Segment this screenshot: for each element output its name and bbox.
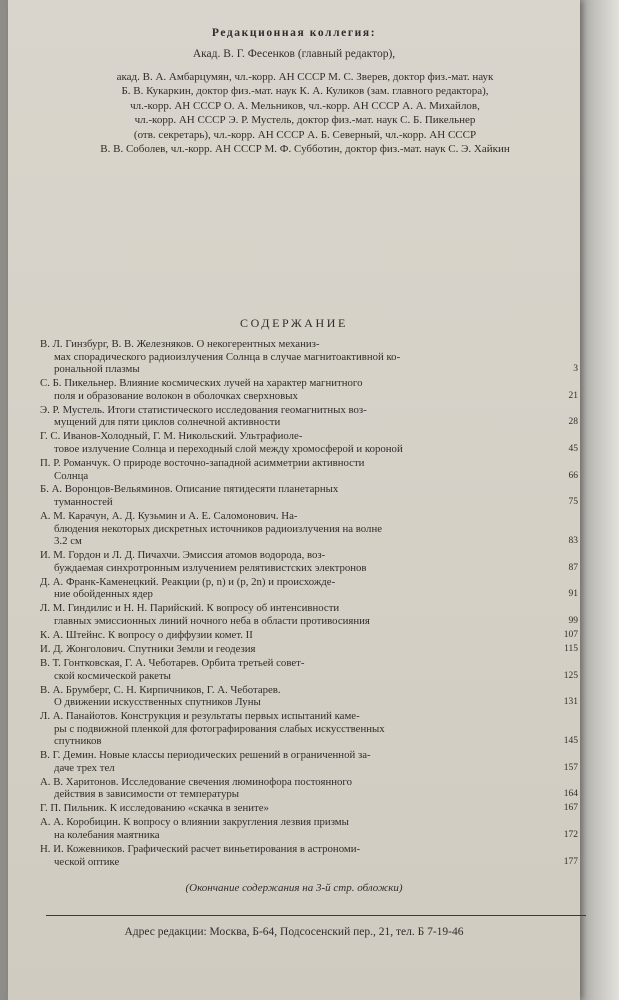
toc-entry-line: Б. А. Воронцов-Вельяминов. Описание пятидесяти планетарных [40, 483, 339, 496]
toc-page-number: 45 [568, 443, 578, 454]
toc-entry [40, 710, 578, 748]
toc-entry [40, 684, 578, 709]
toc-entry-text [40, 749, 560, 774]
toc-entry [40, 629, 578, 642]
toc-entry [40, 576, 578, 601]
toc-entry-line: мах спорадического радиоизлучения Солнца в случае магнитоактивной ко- [54, 350, 401, 363]
toc-entry-text [40, 816, 560, 841]
contents-continuation-note: (Окончание содержания на 3-й стр. обложки) [185, 882, 403, 894]
toc-entry-line: товое излучение Солнца и переходный слой между хромосферой и короной [54, 442, 403, 455]
toc-entry-text [40, 457, 560, 482]
toc-entry [40, 602, 578, 627]
toc-entry-line: В. Г. Демин. Новые классы периодических решений в ограниченной за- [40, 749, 371, 762]
toc-entry-line: действия в зависимости от температуры [54, 788, 240, 801]
toc-page-number: 157 [563, 762, 578, 773]
toc-entry-line: Л. А. Панайотов. Конструкция и результаты первых испытаний каме- [40, 710, 360, 723]
toc-entry-line: Л. М. Гиндилис и Н. Н. Парийский. К вопросу об интенсивности [40, 602, 340, 615]
toc-entry-text [40, 549, 560, 574]
toc-entry-line: В. А. Брумберг, С. Н. Кирпичников, Г. А. Чеботарев. [40, 683, 281, 696]
toc-entry [40, 816, 578, 841]
toc-entry-text [40, 510, 560, 548]
toc-entry-text [40, 843, 560, 868]
toc-entry-line: буждаемая синхротронным излучением релятивистских электронов [54, 561, 367, 574]
toc-page-number: 167 [563, 803, 578, 814]
toc-entry-line: поля и образование волокон в оболочках сверхновых [54, 389, 298, 402]
toc-entry [40, 643, 578, 656]
toc-entry-line: мущений для пяти циклов солнечной активности [54, 416, 281, 429]
toc-page-number: 66 [568, 470, 578, 481]
toc-entry-text [40, 576, 560, 601]
toc-entry-text [40, 684, 560, 709]
editorial-board-heading: Редакционная коллегия: [211, 27, 377, 39]
toc-entry [40, 749, 578, 774]
toc-entry [40, 404, 578, 429]
toc-entry-line: Г. С. Иванов-Холодный, Г. М. Никольский. Ультрафиоле- [40, 430, 303, 443]
toc-entry-line: ры с подвижной пленкой для фотографирования слабых искусственных [54, 722, 385, 735]
toc-entry-line: спутников [54, 735, 102, 748]
toc-entry [40, 843, 578, 868]
toc-entry [40, 802, 578, 815]
toc-entry [40, 776, 578, 801]
toc-entry-line: О движении искусственных спутников Луны [54, 696, 261, 709]
board-line: акад. В. А. Амбарцумян, чл.-корр. АН СССР М. С. Зверев, доктор физ.-мат. наук [116, 71, 494, 83]
toc-entry [40, 483, 578, 508]
toc-page-number: 172 [563, 830, 578, 840]
toc-page-number: 164 [563, 789, 578, 800]
toc-entry-line: И. М. Гордон и Л. Д. Пичахчи. Эмиссия атомов водорода, воз- [40, 549, 326, 562]
board-line: чл.-корр. АН СССР О. А. Мельников, чл.-корр. АН СССР А. А. Михайлов, [130, 99, 480, 112]
contents-heading: СОДЕРЖАНИЕ [240, 316, 348, 330]
editor-in-chief: Акад. В. Г. Фесенков (главный редактор), [192, 48, 396, 60]
toc-entry-line: А. М. Карачун, А. Д. Кузьмин и А. Е. Саломонович. На- [40, 510, 298, 523]
toc-entry [40, 510, 578, 548]
toc-entry [40, 377, 578, 402]
toc-entry-line: К. А. Штейнс. К вопросу о диффузии комет. II [40, 628, 253, 641]
toc-entry [40, 430, 578, 455]
board-line: В. В. Соболев, чл.-корр. АН СССР М. Ф. Субботин, доктор физ.-мат. наук С. Э. Хайкин [100, 143, 510, 156]
toc-entry-line: главных эмиссионных линий ночного неба в области противосияния [54, 614, 370, 627]
toc-page-number: 115 [564, 643, 578, 654]
editorial-board-members [38, 70, 572, 156]
toc-page-number: 83 [568, 536, 578, 547]
toc-entry-line: рональной плазмы [54, 363, 140, 376]
toc-entry-line: ской космической ракеты [54, 669, 171, 682]
toc-page-number: 107 [563, 629, 578, 640]
toc-page-number: 91 [568, 589, 578, 600]
toc-entry-line: Д. А. Франк-Каменецкий. Реакции (p, n) и (p, 2n) и происхожде- [40, 575, 336, 588]
toc-entry-line: блюдения некоторых дискретных источников радиоизлучения на волне [54, 522, 383, 535]
toc-entry-line: А. В. Харитонов. Исследование свечения люминофора постоянного [40, 775, 352, 788]
toc-entry-text [40, 643, 560, 656]
toc-entry [40, 657, 578, 682]
toc-page-number: 131 [563, 697, 578, 708]
toc-entry-line: И. Д. Жонголович. Спутники Земли и геодезия [40, 642, 256, 655]
toc-entry-line: Солнца [54, 469, 89, 482]
toc-entry-line: Г. П. Пильник. К исследованию «скачка в зените» [40, 802, 269, 815]
toc-entry-line: П. Р. Романчук. О природе восточно-западной асимметрии активности [40, 456, 365, 469]
toc-entry [40, 457, 578, 482]
toc-page-number: 28 [568, 417, 578, 428]
toc-entry-line: ческой оптике [54, 855, 120, 868]
toc-page-number: 99 [568, 615, 578, 626]
toc-entry-text [40, 404, 560, 429]
toc-entry-text [40, 430, 560, 455]
adjacent-page-edge [580, 0, 619, 1000]
toc-entry-text [40, 629, 560, 642]
toc-page-number: 3 [573, 364, 578, 375]
toc-entry-line: на колебания маятника [54, 829, 160, 841]
footer-divider [46, 915, 586, 916]
board-line: (отв. секретарь), чл.-корр. АН СССР А. Б. Северный, чл.-корр. АН СССР [133, 128, 477, 141]
toc-entry-text [40, 377, 560, 402]
toc-entry-line: А. А. Коробицин. К вопросу о влиянии закругления лезвия призмы [40, 816, 349, 829]
toc-entry-line: Э. Р. Мустель. Итоги статистического исследования геомагнитных воз- [40, 403, 367, 416]
toc-entry-text [40, 483, 560, 508]
board-line: Б. В. Кукаркин, доктор физ.-мат. наук К. А. Куликов (зам. главного редактора), [121, 85, 489, 98]
toc-entry-line: Н. И. Кожевников. Графический расчет виньетирования в астрономи- [40, 842, 361, 855]
toc-entry-text [40, 602, 560, 627]
editorial-address: Адрес редакции: Москва, Б-64, Подсосенский пер., 21, тел. Б 7-19-46 [124, 926, 464, 938]
toc-entry-line: туманностей [54, 496, 113, 509]
toc-page-number: 145 [563, 736, 578, 747]
toc-page-number: 177 [563, 856, 578, 867]
toc-entry-line: 3.2 см [54, 535, 82, 548]
toc-entry-text [40, 802, 560, 815]
toc-entry-text [40, 776, 560, 801]
toc-entry [40, 338, 578, 376]
toc-page-number: 75 [568, 497, 578, 508]
toc-entry [40, 549, 578, 574]
toc-entry-line: В. Т. Гонтковская, Г. А. Чеботарев. Орбита третьей совет- [40, 656, 305, 669]
toc-page-number: 21 [568, 390, 578, 401]
board-line: чл.-корр. АН СССР Э. Р. Мустель, доктор физ.-мат. наук С. Б. Пикельнер [134, 114, 476, 127]
toc-entry-line: В. Л. Гинзбург, В. В. Железняков. О некогерентных механиз- [40, 338, 320, 350]
toc-entry-line: даче трех тел [54, 761, 115, 774]
toc-entry-line: ние обойденных ядер [54, 588, 153, 601]
journal-page [8, 0, 580, 1000]
toc-entry-text [40, 657, 560, 682]
toc-page-number: 125 [563, 670, 578, 681]
table-of-contents [40, 338, 578, 870]
toc-entry-text [40, 710, 560, 748]
toc-entry-line: С. Б. Пикельнер. Влияние космических лучей на характер магнитного [40, 377, 363, 390]
toc-entry-text [40, 338, 560, 376]
toc-page-number: 87 [568, 562, 578, 573]
